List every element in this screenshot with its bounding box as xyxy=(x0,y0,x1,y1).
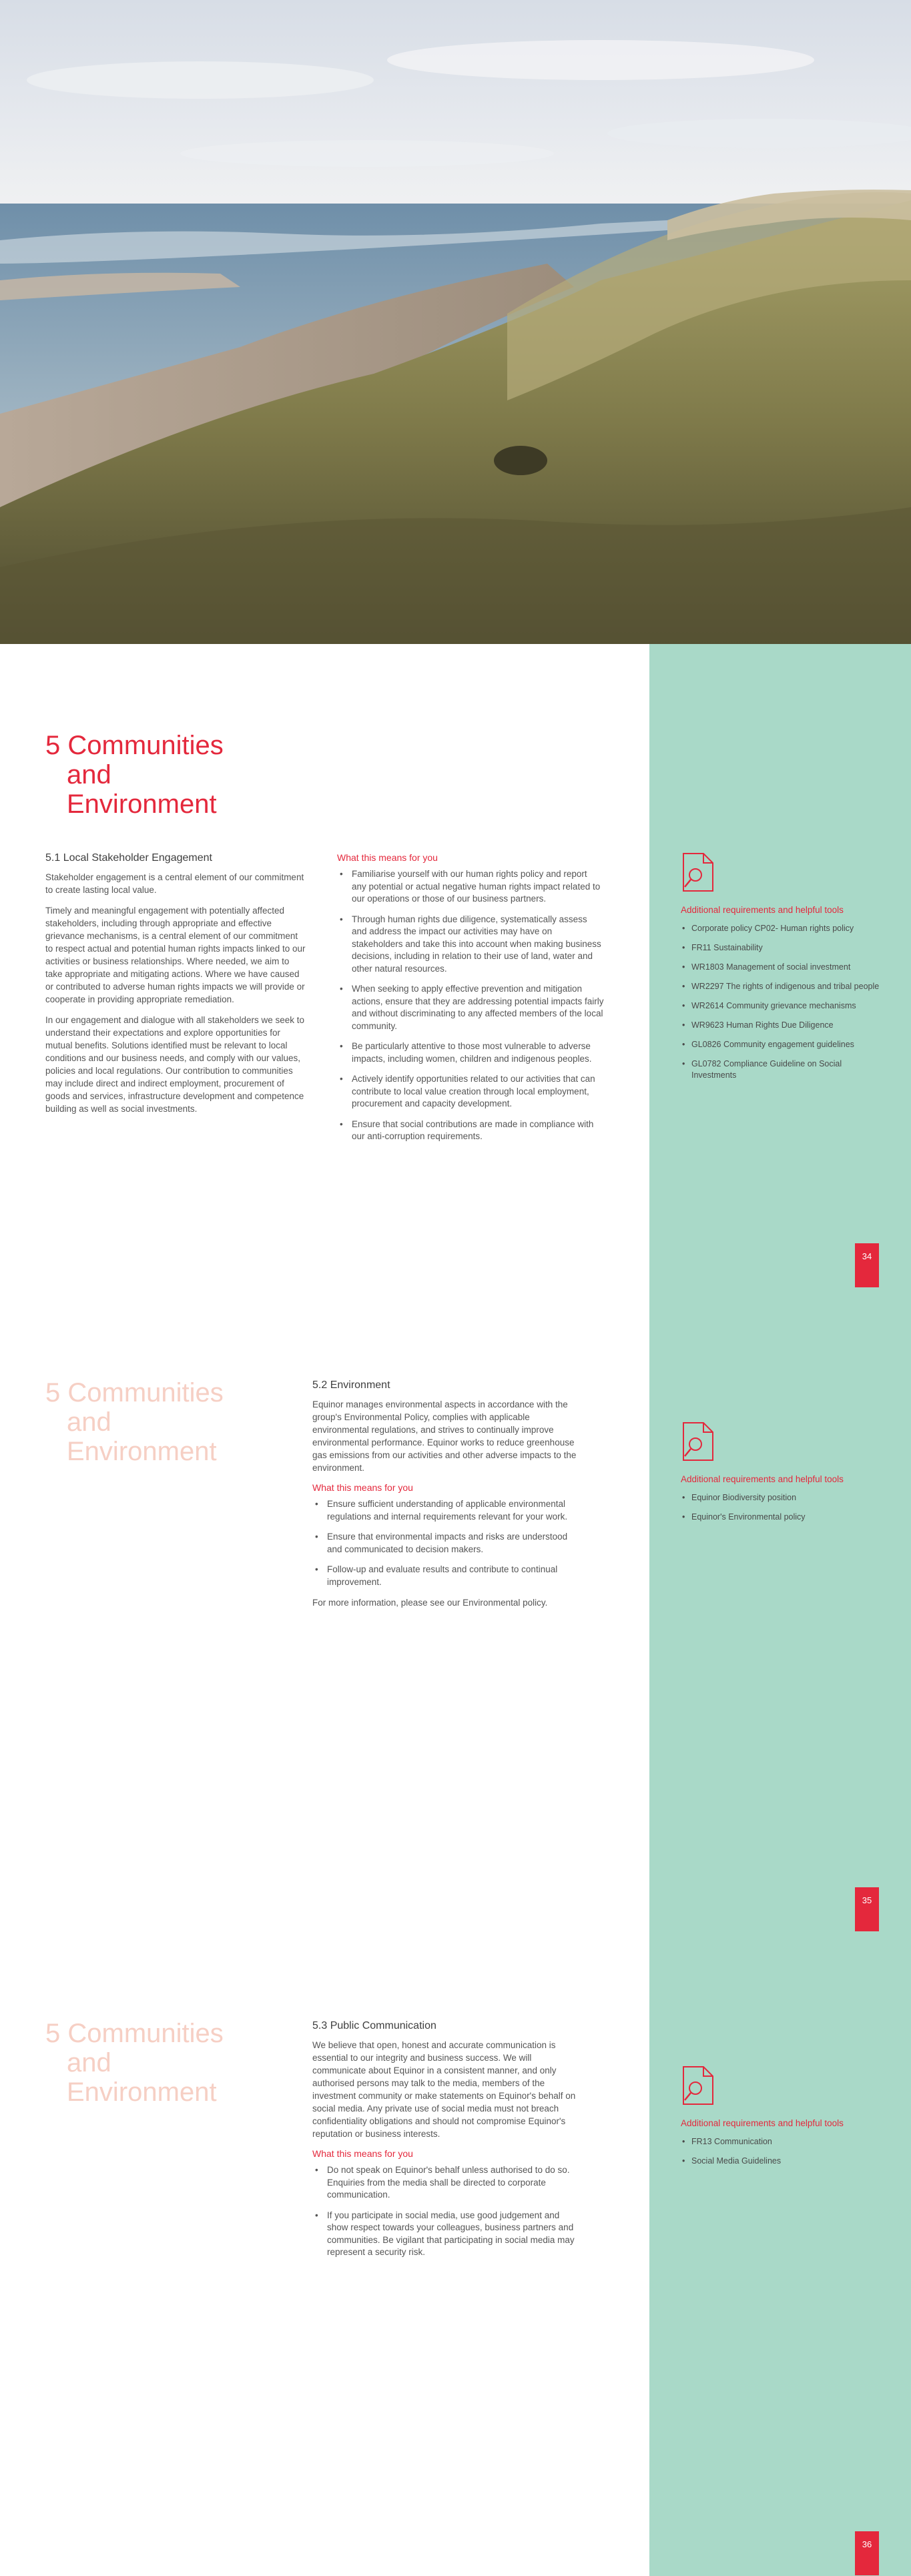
means-heading: What this means for you xyxy=(312,1482,413,1493)
tools-box xyxy=(681,2065,888,2175)
tools-box xyxy=(681,1421,888,1531)
chapter-title: 5 Communities and Environment xyxy=(45,1378,224,1466)
coastal-dunes-image xyxy=(0,0,911,644)
tool-link[interactable]: • WR2614 Community grievance mechanisms xyxy=(681,1000,888,1012)
list-item: • Do not speak on Equinor's behalf unless authorised to do so. Enquiries from the media shall be directed to corporate communication. xyxy=(312,2164,579,2202)
paragraph: Timely and meaningful engagement with potentially affected stakeholders, including through appropriate and effective grievance mechanisms, is a central element of our commitment to respect actual and potential human rights impacts linked to our activities or business relationships. Where needed, we aim to take appropriate and mitigating actions. Where we have caused or contributed to adverse human rights impacts we will provide or cooperate in providing appropriate remediation. xyxy=(45,906,306,1004)
page-number: 36 xyxy=(855,2531,879,2575)
tool-link[interactable]: • WR9623 Human Rights Due Diligence xyxy=(681,1020,888,1031)
means-for-you xyxy=(337,852,604,1151)
means-list xyxy=(337,868,604,1143)
document-search-icon xyxy=(681,852,715,894)
tool-link[interactable]: • WR2297 The rights of indigenous and tribal people xyxy=(681,981,888,992)
means-heading: What this means for you xyxy=(337,852,438,863)
tool-link[interactable]: • GL0826 Community engagement guidelines xyxy=(681,1039,888,1050)
section-body xyxy=(312,1379,579,1617)
list-item: • Ensure that environmental impacts and risks are understood and communicated to decision makers. xyxy=(312,1531,579,1556)
page-34 xyxy=(0,644,911,1288)
hero-photo xyxy=(0,0,911,644)
tools-heading: Additional requirements and helpful tools xyxy=(681,2118,844,2128)
tool-link[interactable]: • GL0782 Compliance Guideline on Social Investments xyxy=(681,1058,888,1081)
section-title: 5.3 Public Communication xyxy=(312,2020,436,2031)
page-35 xyxy=(0,1288,911,1932)
tools-list xyxy=(681,923,888,1081)
list-item: • Through human rights due diligence, systematically assess and address the impact our activities may have on stakeholders and take this into account when making business decisions, including in relation to their use of land, water and other natural resources. xyxy=(337,914,604,976)
list-item: • If you participate in social media, use good judgement and show respect towards your colleagues, business partners and communities. Be vigilant that participating in social media may represent a security risk. xyxy=(312,2210,579,2259)
chapter-title: 5 Communities and Environment xyxy=(45,2019,224,2107)
closing-note: For more information, please see our Environmental policy. xyxy=(312,1598,548,1608)
list-item: • Actively identify opportunities related to our activities that can contribute to local value creation through local employment, procurement and capacity development. xyxy=(337,1073,604,1110)
tool-link[interactable]: • Equinor's Environmental policy xyxy=(681,1512,888,1523)
tool-link[interactable]: • FR13 Communication xyxy=(681,2136,888,2148)
means-list xyxy=(312,2164,579,2259)
page-number: 35 xyxy=(855,1887,879,1931)
tools-list xyxy=(681,2136,888,2167)
list-item: • Ensure sufficient understanding of applicable environmental regulations and internal requirements relevant for your work. xyxy=(312,1498,579,1523)
paragraph: We believe that open, honest and accurate communication is essential to our integrity and business success. We will communicate about Equinor in a consistent manner, and only authorised persons may talk to the media, members of the investment community or make statements on Equinor's behalf on social media. Any private use of social media must not breach confidentiality obligations and should not compromise Equinor's reputation or business interests. xyxy=(312,2040,576,2139)
means-heading: What this means for you xyxy=(312,2148,413,2159)
section-body xyxy=(312,2020,579,2267)
list-item: • Familiarise yourself with our human rights policy and report any potential or actual negative human rights impact related to our operations or those of our business partners. xyxy=(337,868,604,906)
tool-link[interactable]: • FR11 Sustainability xyxy=(681,942,888,954)
list-item: • Be particularly attentive to those most vulnerable to adverse impacts, including women, children and indigenous peoples. xyxy=(337,1040,604,1065)
tools-list xyxy=(681,1492,888,1523)
paragraph: In our engagement and dialogue with all stakeholders we seek to understand their expectations and explore opportunities for mutual benefits. Solutions identified must be relevant to local conditions and our business needs, and comply with our values, policies and local regulations. Our contribution to communities may include direct and indirect employment, procurement of goods and services, infrastructure development and competence building as well as social investments. xyxy=(45,1015,304,1114)
page-36 xyxy=(0,1932,911,2576)
tools-heading: Additional requirements and helpful tools xyxy=(681,905,844,915)
list-item: • Follow-up and evaluate results and contribute to continual improvement. xyxy=(312,1564,579,1588)
tools-heading: Additional requirements and helpful tools xyxy=(681,1474,844,1484)
tools-box xyxy=(681,852,888,1089)
paragraph: Stakeholder engagement is a central element of our commitment to create lasting local value. xyxy=(45,872,304,895)
list-item: • Ensure that social contributions are made in compliance with our anti-corruption requirements. xyxy=(337,1118,604,1143)
paragraph: Equinor manages environmental aspects in accordance with the group's Environmental Policy, complies with applicable environmental regulations, and strives to continually improve environmental performance. Equinor works to reduce greenhouse gas emissions from our activities and other adverse impacts to the environment. xyxy=(312,1399,577,1473)
section-body xyxy=(45,852,306,1123)
section-title: 5.2 Environment xyxy=(312,1379,390,1391)
document-search-icon xyxy=(681,2065,715,2107)
page-number: 34 xyxy=(855,1243,879,1287)
tool-link[interactable]: • Social Media Guidelines xyxy=(681,2156,888,2167)
tool-link[interactable]: • Corporate policy CP02- Human rights policy xyxy=(681,923,888,934)
tool-link[interactable]: • Equinor Biodiversity position xyxy=(681,1492,888,1504)
means-list xyxy=(312,1498,579,1588)
section-title: 5.1 Local Stakeholder Engagement xyxy=(45,852,212,864)
list-item: • When seeking to apply effective prevention and mitigation actions, ensure that they are addressing potential impacts fairly and without discriminating to any affected members of the local community. xyxy=(337,983,604,1032)
tool-link[interactable]: • WR1803 Management of social investment xyxy=(681,962,888,973)
chapter-title: 5 Communities and Environment xyxy=(45,731,224,819)
document-search-icon xyxy=(681,1421,715,1463)
